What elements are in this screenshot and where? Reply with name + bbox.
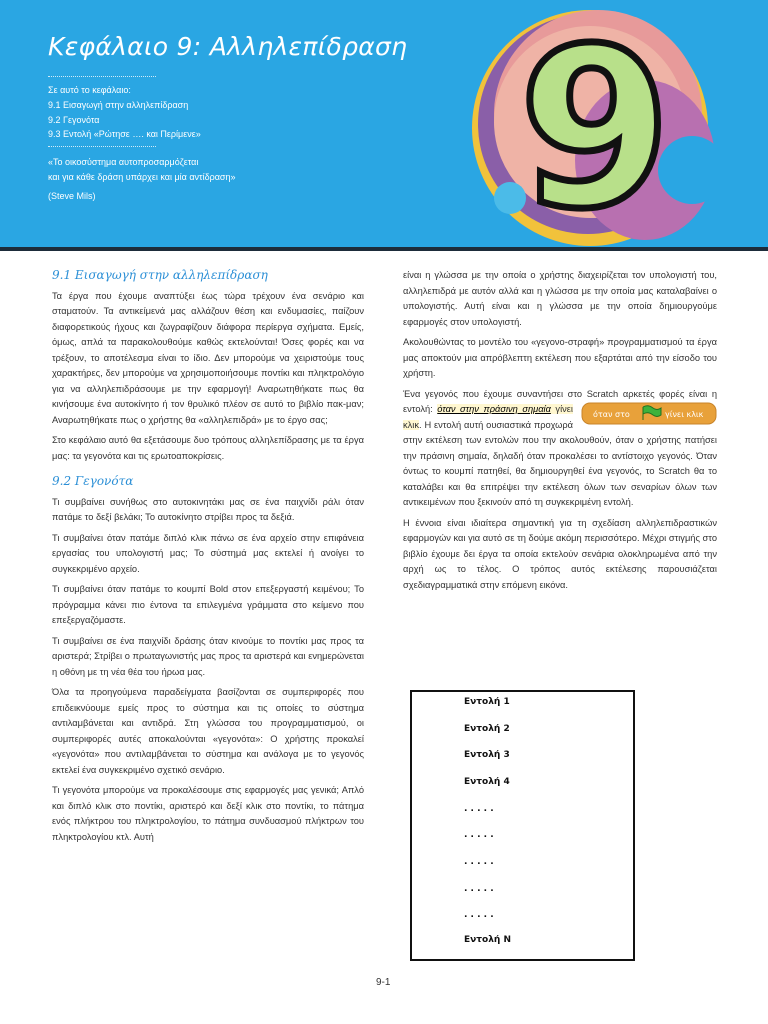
header-bottom-strip [0, 247, 768, 251]
diagram-row: . . . . . [464, 830, 494, 840]
diagram-row: Εντολή 3 [464, 750, 510, 760]
scratch-block-label-right: γίνει κλικ [665, 410, 704, 419]
command-reference: όταν στην πράσινη σημαία [437, 404, 551, 414]
header-panel [0, 0, 768, 247]
diagram-row: Εντολή 2 [464, 724, 510, 734]
quote-line-1: «Το οικοσύστημα αυτοπροσαρμόζεται [48, 157, 199, 167]
paragraph: Τι συμβαίνει συνήθως στο αυτοκινητάκι μας σε ένα παιχνίδι ράλι όταν πατάμε το δεξί βελάκι; Το αυτοκίνητο στρίβει προς τα δεξιά. [52, 496, 364, 522]
diagram-row: . . . . . [464, 857, 494, 867]
diagram-row: Εντολή 1 [464, 697, 510, 707]
quote-line-2: και για κάθε δράση υπάρχει και μία αντίδραση» [48, 172, 236, 182]
paragraph: Τα έργα που έχουμε αναπτύξει έως τώρα τρέχουν ένα σενάριο και σταματούν. Τα αντικείμενά μας αλλάζουν θέση και ενδυμασίες, παίζουν διαφορετικούς ήχους και ζωγραφίζουν διάφορα περίεργα σχήματα. Εμείς, όμως, απλά τα παρακολουθούμε καθώς εκτελούνται! Όσες φορές και να τρέξουν, το αποτέλεσμα είναι το ίδιο. Δεν μπορούμε να χειριστούμε τους χαρακτήρες, δεν μπορούμε να χρησιμοποιήσουμε ποντίκι και πληκτρολόγιο για να αλληλεπιδράσουμε με την εφαρμογή! Αναρωτηθήκατε πως θα κινήσουμε ένα αυτοκίνητο ή τον θρυλικό πλέον σε αυτό το βιβλίο πακ-μαν; Αναρωτηθήκατε πως ο χρήστης θα «αλληλεπιδρά» με το έργο σας; [52, 290, 364, 425]
paragraph: Τι συμβαίνει όταν πατάμε το κουμπί Bold στον επεξεργαστή κειμένου; Το πρόγραμμα κάνει πιο έντονα τα επιλεγμένα γράμματα στο κείμενο που επεξεργαζόμαστε. [52, 584, 364, 625]
left-column [52, 268, 364, 850]
paragraph [403, 387, 717, 511]
page-number: 9-1 [376, 977, 391, 988]
diagram-row: . . . . . [464, 804, 494, 814]
right-column [403, 268, 717, 598]
section-title: 9.1 Εισαγωγή στην αλληλεπίδραση [52, 268, 268, 282]
paragraph: Στο κεφάλαιο αυτό θα εξετάσουμε δυο τρόπους αλληλεπίδρασης με τα έργα μας: τα γεγονότα και τις ερωτοαποκρίσεις. [52, 435, 364, 461]
paragraph: Όλα τα προηγούμενα παραδείγματα βασίζονται σε συμπεριφορές που επιδεικνύουμε εμείς προς το σύστημα και τις οποίες το σύστημα αντιλαμβάνεται και αντιδρά. Στη γλώσσα του προγραμματισμού, οι συμπεριφορές αυτές αποκαλούνται «γεγονότα»: Ο χρήστης προκαλεί «γεγονότα» που αντιλαμβάνεται το σύστημα και ανάλογα με το γεγονός εκτελεί ένα συγκεκριμένο σχετικό σενάριο. [52, 687, 364, 775]
paragraph: Τι συμβαίνει σε ένα παιχνίδι δράσης όταν κινούμε το ποντίκι μας προς τα αριστερά; Στρίβει ο πρωταγωνιστής μας προς τα αριστερά και ενημερώνεται η οθόνη με τη νέα θέα του ήρωα μας. [52, 635, 364, 677]
quote-author: (Steve Mils) [48, 191, 96, 201]
toc-item-3: 9.3 Εντολή «Ρώτησε …. και Περίμενε» [48, 129, 201, 139]
command-sequence-diagram [410, 690, 635, 961]
command-reference-end: γίνει κλικ [403, 404, 573, 430]
paragraph-text: Ένα γεγονός που έχουμε συναντήσει στο Scratch αρκετές φορές είναι η εντολή: [403, 388, 717, 414]
chapter-header [0, 0, 768, 251]
paragraph: Τι γεγονότα μπορούμε να προκαλέσουμε στις εφαρμογές μας γενικά; Απλό και διπλό κλικ στο ποντίκι, αριστερό και δεξί κλικ στο ποντίκι, το πάτημα ενός πλήκτρου του πληκτρολογίου, το πάτημα συνδυασμού πλήκτρων του πληκτρολογίου κτλ. Αυτή [52, 785, 364, 842]
diagram-row: Εντολή 4 [464, 777, 510, 787]
diagram-row: Εντολή N [464, 935, 511, 945]
scratch-green-flag-block [581, 400, 717, 426]
divider [48, 76, 156, 78]
scratch-block-label-left: όταν στο [593, 410, 630, 419]
chapter-title: Κεφάλαιο 9: Αλληλεπίδραση [48, 32, 408, 61]
paragraph: είναι η γλώσσα με την οποία ο χρήστης διαχειρίζεται τον υπολογιστή του, αλληλεπιδρά με αυτόν αλλά και η γλώσσα με την οποία μας καταλαβαίνει ο υπολογιστής. Αυτή είναι και η γλώσσα με την οποία δημιουργούμε εφαρμογές στον υπολογιστή. [403, 270, 717, 327]
toc-item-1: 9.1 Εισαγωγή στην αλληλεπίδραση [48, 100, 189, 110]
diagram-row: . . . . . [464, 910, 494, 920]
toc-item-2: 9.2 Γεγονότα [48, 115, 100, 125]
divider [48, 146, 156, 148]
section-title: 9.2 Γεγονότα [52, 474, 134, 488]
chapter-number: 9 [518, 10, 672, 246]
paragraph: Ακολουθώντας το μοντέλο του «γεγονο-στραφή» προγραμματισμού τα έργα μας αποκτούν μια απρόβλεπτη εκτέλεση που εξαρτάται από την είσοδο του χρήστη. [403, 337, 717, 378]
paragraph: Η έννοια είναι ιδιαίτερα σημαντική για τη σχεδίαση αλληλεπιδραστικών εφαρμογών και για αυτό σε τη δούμε ακόμη περισσότερο. Μέχρι στιγμής στο βιβλίο έχουμε δει έργα τα οποία εκτελούν σενάρια ολοκληρωμένα από την αρχή ως το τέλος. Ο τρόπος αυτός εκτέλεσης παρουσιάζεται σχεδιαγραμματικά στην επόμενη εικόνα. [403, 517, 717, 590]
diagram-row: . . . . . [464, 884, 494, 894]
paragraph: Τι συμβαίνει όταν πατάμε διπλό κλικ πάνω σε ένα αρχείο στην επιφάνεια εργασίας του υπολογιστή μας; Το σύστημά μας εκτελεί ή ανοίγει το συγκεκριμένο αρχείο. [52, 532, 364, 574]
toc-heading: Σε αυτό το κεφάλαιο: [48, 85, 131, 95]
paragraph-text: . Η εντολή αυτή ουσιαστικά προχωρά στην εκτέλεση των εντολών που την ακολουθούν, όταν ο χρήστης πατήσει την πράσινη σημαία, δηλαδή όταν προκαλέσει το αντίστοιχο γεγονός. Όταν όντως το κουμπί πατηθεί, θα δημιουργηθεί ένα γεγονός, το Scratch θα το καταλάβει και θα επιτρέψει την εκτέλεση όλων των σεναρίων όλων των αντικειμένων που ξεκινούν από τη συγκεκριμένη εντολή. [403, 419, 717, 507]
chapter-number-illustration [470, 10, 734, 246]
